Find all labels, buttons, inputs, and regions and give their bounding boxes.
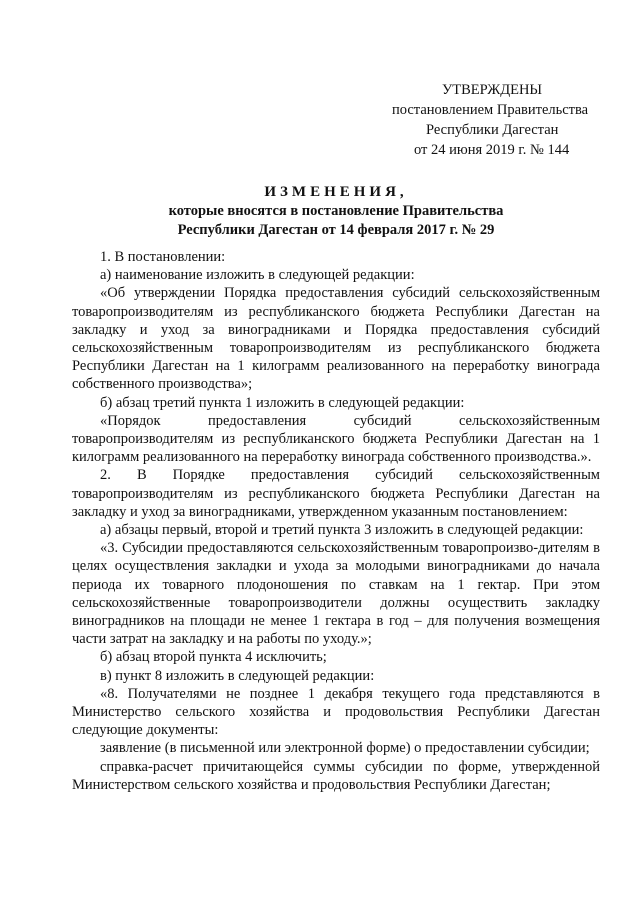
paragraph: «8. Получателями не позднее 1 декабря текущего года представляются в Министерство сельского хозяйства и продовольствия Республики Дагестан следующие документы: xyxy=(72,685,600,739)
title-block xyxy=(72,182,600,240)
paragraph: «Порядок предоставления субсидий сельскохозяйственным товаропроизводителям из республиканского бюджета Республики Дагестан на 1 килограмм реализованного на переработку винограда собственного производства.». xyxy=(72,412,600,466)
document-subtitle-line-1: которые вносятся в постановление Правительства xyxy=(168,203,504,219)
paragraph: 2. В Порядке предоставления субсидий сельскохозяйственным товаропроизводителям из республиканского бюджета Республики Дагестан на закладку и уход за виноградниками, утвержденном указанным постановлением: xyxy=(72,467,600,520)
approval-line-4: от 24 июня 2019 г. № 144 xyxy=(414,142,570,158)
paragraph: справка-расчет причитающейся суммы субсидии по форме, утвержденной Министерством сельского хозяйства и продовольствия Республики Дагестан; xyxy=(72,758,600,793)
document-subtitle-line-2: Республики Дагестан от 14 февраля 2017 г. № 29 xyxy=(177,222,495,238)
approval-line-2: постановлением Правительства xyxy=(392,102,589,118)
paragraph: б) абзац третий пункта 1 изложить в следующей редакции: xyxy=(100,394,465,411)
approval-line-1: УТВЕРЖДЕНЫ xyxy=(442,82,543,98)
document-body xyxy=(72,248,600,794)
paragraph: 1. В постановлении: xyxy=(100,249,226,265)
document-title: ИЗМЕНЕНИЯ, xyxy=(264,184,408,200)
paragraph: б) абзац второй пункта 4 исключить; xyxy=(100,649,327,666)
paragraph: а) наименование изложить в следующей редакции: xyxy=(100,267,415,284)
approval-stamp xyxy=(380,80,620,160)
approval-line-3: Республики Дагестан xyxy=(426,122,559,138)
paragraph: в) пункт 8 изложить в следующей редакции: xyxy=(100,667,375,684)
paragraph: заявление (в письменной или электронной форме) о предоставлении субсидии; xyxy=(100,740,590,757)
paragraph: «3. Субсидии предоставляются сельскохозяйственным товаропроизво-дителям в целях осуществления закладки и ухода за молодыми виноградниками до начала периода их товарного плодоношения по ставкам на 1 гектар. При этом сельскохозяйственные товаропроизводители должны осуществить закладку виноградников на площади не менее 1 гектара в год – для получения возмещения части затрат на закладку и на работы по уходу.»; xyxy=(72,540,600,648)
paragraph: «Об утверждении Порядка предоставления субсидий сельскохозяйственным товаропроизводителям из республиканского бюджета Республики Дагестан на закладку и уход за виноградниками и Порядка предоставления субсидий сельскохозяйственным товаропроизводителям из республиканского бюджета Республики Дагестан на 1 килограмм реализованного на переработку винограда собственного производства»; xyxy=(72,285,600,393)
paragraph: а) абзацы первый, второй и третий пункта 3 изложить в следующей редакции: xyxy=(100,522,584,539)
